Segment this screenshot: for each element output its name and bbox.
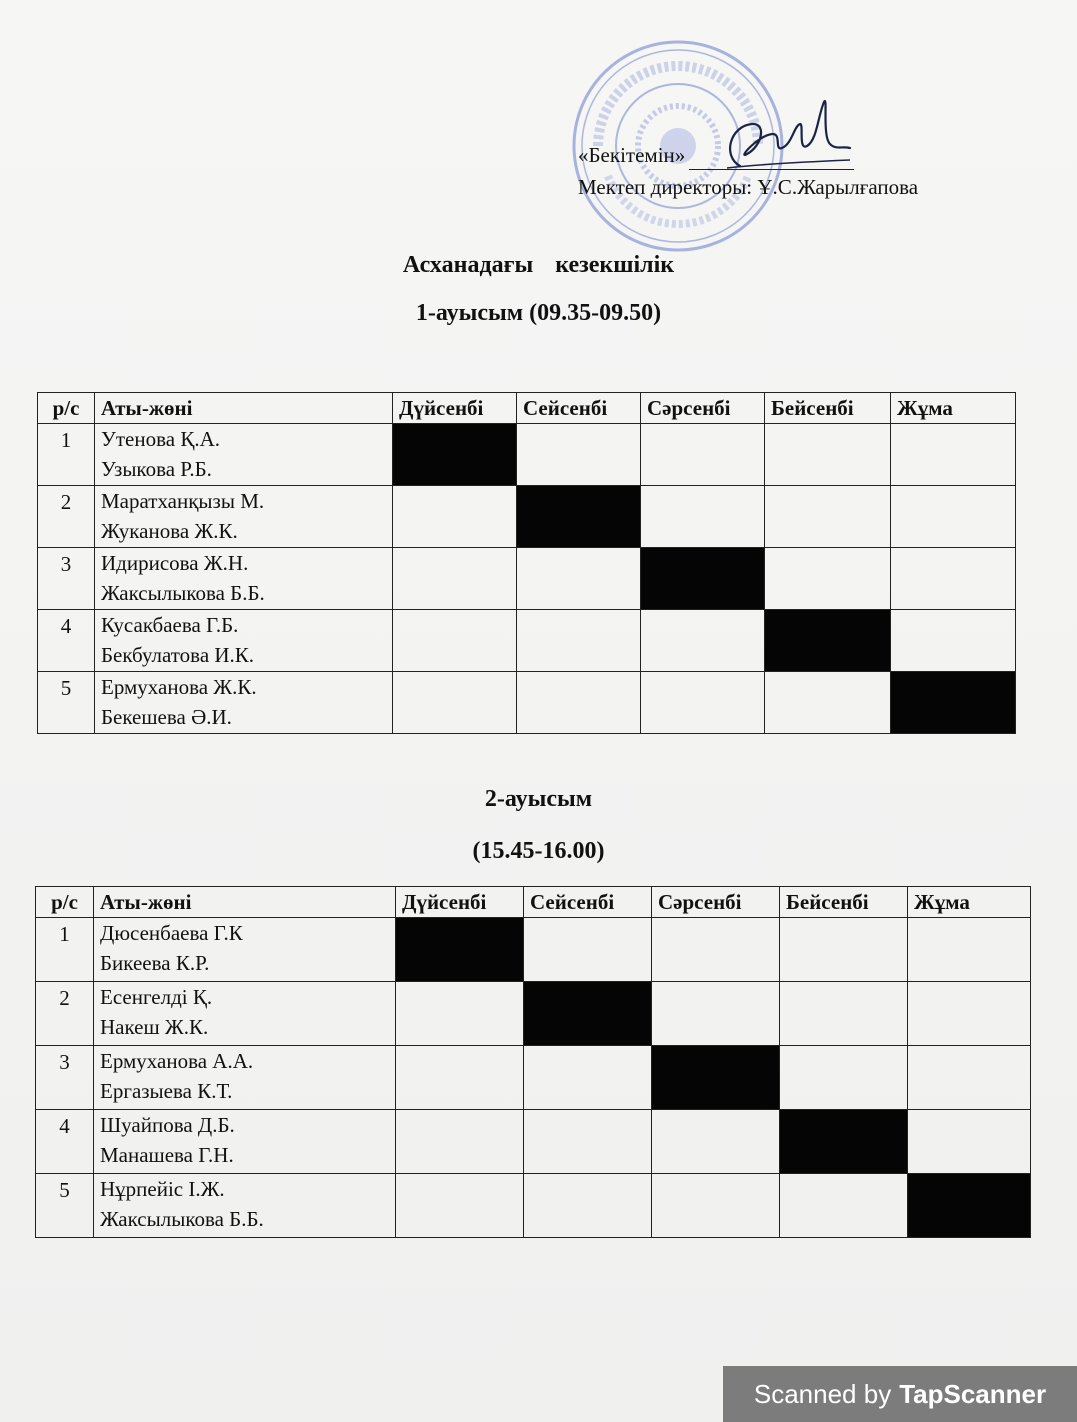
duty-day-empty-cell [396,982,524,1046]
duty-day-empty-cell [517,548,641,610]
duty-day-filled-cell [891,672,1016,734]
duty-day-empty-cell [908,1046,1031,1110]
duty-day-filled-cell [908,1174,1031,1238]
duty-day-filled-cell [396,918,524,982]
duty-day-empty-cell [908,982,1031,1046]
duty-names [94,982,396,1046]
shift1-duty-table [37,392,1016,734]
row-number: 4 [36,1110,94,1174]
table-row [38,672,1016,734]
duty-day-filled-cell [652,1046,780,1110]
row-number: 1 [38,424,95,486]
duty-day-filled-cell [641,548,765,610]
director-line: Мектеп директоры: Ұ.С.Жарылғапова [578,175,919,199]
duty-day-empty-cell [765,424,891,486]
duty-day-empty-cell [780,982,908,1046]
row-number: 3 [38,548,95,610]
duty-day-empty-cell [517,610,641,672]
duty-day-empty-cell [891,610,1016,672]
person-name: Ергазыева К.Т. [100,1079,233,1103]
approval-block [578,140,918,202]
person-name: Жаксылыкова Б.Б. [100,1207,264,1231]
duty-day-empty-cell [396,1110,524,1174]
person-name: Накеш Ж.К. [100,1015,209,1039]
duty-day-empty-cell [524,1046,652,1110]
duty-day-empty-cell [517,424,641,486]
person-name: Манашева Г.Н. [100,1143,234,1167]
person-name: Утенова Қ.А. [101,427,220,451]
duty-day-empty-cell [652,1174,780,1238]
person-name: Идирисова Ж.Н. [101,551,249,575]
column-header-day: Бейсенбі [765,393,891,424]
column-header-day: Дүйсенбі [393,393,517,424]
duty-day-empty-cell [891,424,1016,486]
column-header-day: Дүйсенбі [396,887,524,918]
duty-day-empty-cell [908,1110,1031,1174]
column-header-day: Бейсенбі [780,887,908,918]
duty-day-empty-cell [641,424,765,486]
row-number: 5 [38,672,95,734]
table-row [36,982,1031,1046]
person-name: Узыкова Р.Б. [101,457,212,481]
row-number: 2 [38,486,95,548]
person-name: Есенгелді Қ. [100,985,213,1009]
table-row [38,548,1016,610]
table-row [38,610,1016,672]
column-header-num: р/с [38,393,95,424]
duty-day-empty-cell [765,672,891,734]
duty-names [94,1110,396,1174]
shift1-heading: 1-ауысым (09.35-09.50) [415,300,662,326]
duty-day-empty-cell [641,610,765,672]
duty-day-empty-cell [517,672,641,734]
row-number: 4 [38,610,95,672]
duty-names [94,918,396,982]
duty-day-empty-cell [641,486,765,548]
table-row [36,1046,1031,1110]
person-name: Кусакбаева Г.Б. [101,613,239,637]
document-title: Асханадағы кезекшілік [402,252,675,278]
table-row [38,486,1016,548]
shift2-time: (15.45-16.00) [472,838,605,864]
row-number: 1 [36,918,94,982]
column-header-day: Жұма [891,393,1016,424]
duty-day-empty-cell [393,610,517,672]
duty-names [94,1046,396,1110]
person-name: Бекбулатова И.К. [101,643,255,667]
duty-day-empty-cell [908,918,1031,982]
column-header-day: Сейсенбі [524,887,652,918]
duty-day-filled-cell [780,1110,908,1174]
column-header-day: Жұма [908,887,1031,918]
person-name: Дюсенбаева Г.К [100,921,243,945]
table-row [38,424,1016,486]
table-header-row [36,887,1031,918]
duty-day-filled-cell [765,610,891,672]
duty-day-filled-cell [524,982,652,1046]
table-header-row [38,393,1016,424]
duty-names [95,486,393,548]
duty-names [95,610,393,672]
duty-day-empty-cell [652,918,780,982]
column-header-num: р/с [36,887,94,918]
person-name: Бекешева Ә.И. [101,705,232,729]
person-name: Ермуханова Ж.К. [101,675,257,699]
duty-day-empty-cell [891,548,1016,610]
duty-day-empty-cell [396,1046,524,1110]
duty-day-empty-cell [652,982,780,1046]
table-row [36,1110,1031,1174]
column-header-name: Аты-жөні [95,393,393,424]
row-number: 2 [36,982,94,1046]
duty-day-filled-cell [393,424,517,486]
duty-day-filled-cell [517,486,641,548]
duty-day-empty-cell [393,486,517,548]
scanner-watermark [723,1366,1077,1422]
duty-day-empty-cell [524,1110,652,1174]
duty-day-empty-cell [780,1174,908,1238]
duty-day-empty-cell [765,486,891,548]
duty-names [94,1174,396,1238]
person-name: Бикеева К.Р. [100,951,210,975]
column-header-day: Сәрсенбі [652,887,780,918]
duty-day-empty-cell [780,918,908,982]
table-row [36,918,1031,982]
person-name: Маратханқызы М. [101,489,265,513]
person-name: Нұрпейіс І.Ж. [100,1177,225,1201]
duty-day-empty-cell [652,1110,780,1174]
shift2-duty-table [35,886,1031,1238]
column-header-day: Сәрсенбі [641,393,765,424]
person-name: Шуайпова Д.Б. [100,1113,235,1137]
duty-day-empty-cell [393,548,517,610]
person-name: Жаксылыкова Б.Б. [101,581,265,605]
column-header-name: Аты-жөні [94,887,396,918]
watermark-brand: TapScanner [899,1378,1047,1409]
column-header-day: Сейсенбі [517,393,641,424]
table-row [36,1174,1031,1238]
shift2-heading: 2-ауысым [484,786,593,812]
duty-day-empty-cell [396,1174,524,1238]
duty-day-empty-cell [780,1046,908,1110]
duty-day-empty-cell [765,548,891,610]
approved-label: «Бекітемін» [578,143,686,167]
duty-names [95,672,393,734]
person-name: Ермуханова А.А. [100,1049,254,1073]
duty-day-empty-cell [524,918,652,982]
duty-names [95,424,393,486]
row-number: 3 [36,1046,94,1110]
duty-day-empty-cell [393,672,517,734]
duty-day-empty-cell [891,486,1016,548]
duty-day-empty-cell [641,672,765,734]
row-number: 5 [36,1174,94,1238]
duty-names [95,548,393,610]
person-name: Жуканова Ж.К. [101,519,238,543]
duty-day-empty-cell [524,1174,652,1238]
signature-line [689,147,854,170]
watermark-prefix: Scanned by [753,1378,892,1409]
